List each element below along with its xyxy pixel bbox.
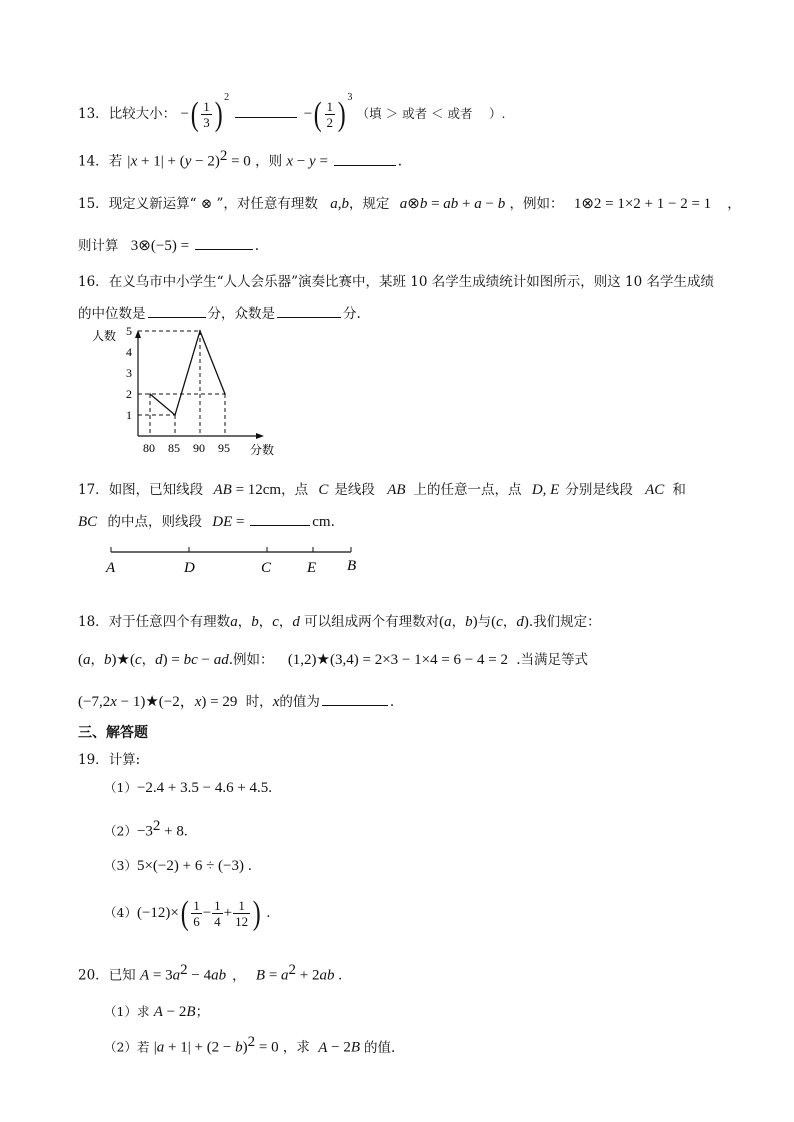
question-19-item-3: （3）5×(−2) + 6 ÷ (−3) .	[104, 858, 252, 874]
y-tick-label: 3	[126, 366, 132, 380]
question-19-item-2: $(2)-3^2 + 8$.	[104, 818, 188, 840]
x-tick-label: 80	[143, 441, 155, 455]
answer-blank[interactable]	[148, 316, 206, 318]
question-number: 15．	[78, 196, 109, 212]
x-tick-label: 85	[168, 441, 180, 455]
question-number: 20．	[78, 967, 109, 984]
answer-blank[interactable]	[250, 524, 310, 526]
question-20-item-1: （1）求 A − 2B；	[104, 1004, 210, 1020]
question-17: 17．如图，已知线段 AB = 12cm，点 C 是线段 AB 上的任意一点，点 D, E 分别是线段 AC 和	[78, 482, 686, 498]
question-15: 15．现定义新运算“ ⊗ ”，对任意有理数 a,b，规定 a⊗b = ab + a − b ，例如： 1⊗2 = 1×2 + 1 − 2 = 1 ，	[78, 196, 741, 212]
question-hint: （填 ＞ 或者 ＜ 或者 ）.	[356, 106, 506, 121]
question-13: 13．比较大小： −( $\frac{1}{3}$ ) $^2$ −( $\frac{1}{2}$ ) $^3$ （填 ＞ 或者 ＜ 或者 ）.	[78, 92, 506, 133]
question-text: 比较大小：	[108, 106, 177, 122]
question-number: 19．	[78, 752, 109, 768]
y-tick-label: 5	[126, 324, 132, 338]
data-point	[149, 393, 151, 395]
question-number: 18．	[78, 614, 109, 630]
x-axis-arrow	[256, 433, 264, 439]
answer-blank[interactable]	[235, 116, 297, 118]
data-point	[199, 330, 201, 332]
question-17-line2: BC 的中点，则线段 DE = cm.	[78, 514, 335, 530]
question-18-line2: (a，b)★(c，d) = bc − ad.例如： (1,2)★(3,4) = 2×3 − 1×4 = 6 − 4 = 2 .当满足等式	[78, 652, 589, 668]
question-18: 18．对于任意四个有理数a，b，c，d 可以组成两个有理数对(a，b)与(c，d).我们规定：	[78, 614, 601, 630]
series-line	[150, 331, 225, 415]
question-number: 13．	[78, 106, 109, 122]
question-16: 16．在义乌市中小学生“人人会乐器”演奏比赛中，某班 10 名学生成绩统计如图所示，则这 10 名学生成绩	[78, 274, 715, 290]
point-label-e: E	[307, 560, 317, 576]
point-label-a: A	[106, 560, 116, 576]
score-line-chart	[92, 324, 312, 474]
y-tick-label: 2	[126, 387, 132, 401]
question-14: 14．若 $|x + 1| + (y - 2)^2 = 0$ ，则 x − y = .	[78, 148, 402, 170]
point-label-b: B	[347, 558, 357, 574]
segment-figure	[100, 542, 380, 582]
answer-blank[interactable]	[322, 704, 388, 706]
question-19: 19．计算:	[78, 752, 141, 768]
y-axis-label: 人数	[92, 329, 117, 343]
question-20: 20．已知 $A = 3a^2 - 4ab$ ， $B = a^2 + 2ab$ .	[78, 962, 342, 984]
question-number: 16．	[78, 274, 109, 290]
question-19-item-1: （1）−2.4 + 3.5 − 4.6 + 4.5.	[104, 780, 273, 796]
question-19-item-4: （4）(−12)×( $\frac{1}{6}$ − $\frac{1}{4}$ + $\frac{1}{12}$ ) .	[104, 894, 271, 932]
question-number: 17．	[78, 482, 109, 498]
question-15-line2: 则计算 3⊗(−5) = .	[78, 238, 260, 254]
y-tick-label: 4	[126, 345, 132, 359]
answer-blank[interactable]	[334, 164, 396, 166]
x-tick-label: 90	[193, 441, 205, 455]
answer-blank[interactable]	[277, 316, 341, 318]
point-label-d: D	[184, 560, 195, 576]
data-point	[174, 414, 176, 416]
data-point	[224, 393, 226, 395]
point-label-c: C	[261, 560, 272, 576]
question-20-item-2: （2）若 $|a + 1| + (2 - b)^2 = 0$ ，求 A − 2B 的值.	[104, 1034, 396, 1056]
y-tick-label: 1	[126, 408, 132, 422]
x-tick-label: 95	[218, 441, 230, 455]
answer-blank[interactable]	[195, 248, 253, 250]
question-18-line3: (−7,2x − 1)★(−2，x) = 29 时，x的值为 .	[78, 694, 395, 710]
x-axis-label: 分数	[250, 443, 275, 457]
question-number: 14．	[78, 153, 109, 170]
section-heading: 三、解答题	[78, 725, 148, 741]
question-16-line2: 的中位数是 分，众数是 分.	[78, 306, 361, 322]
